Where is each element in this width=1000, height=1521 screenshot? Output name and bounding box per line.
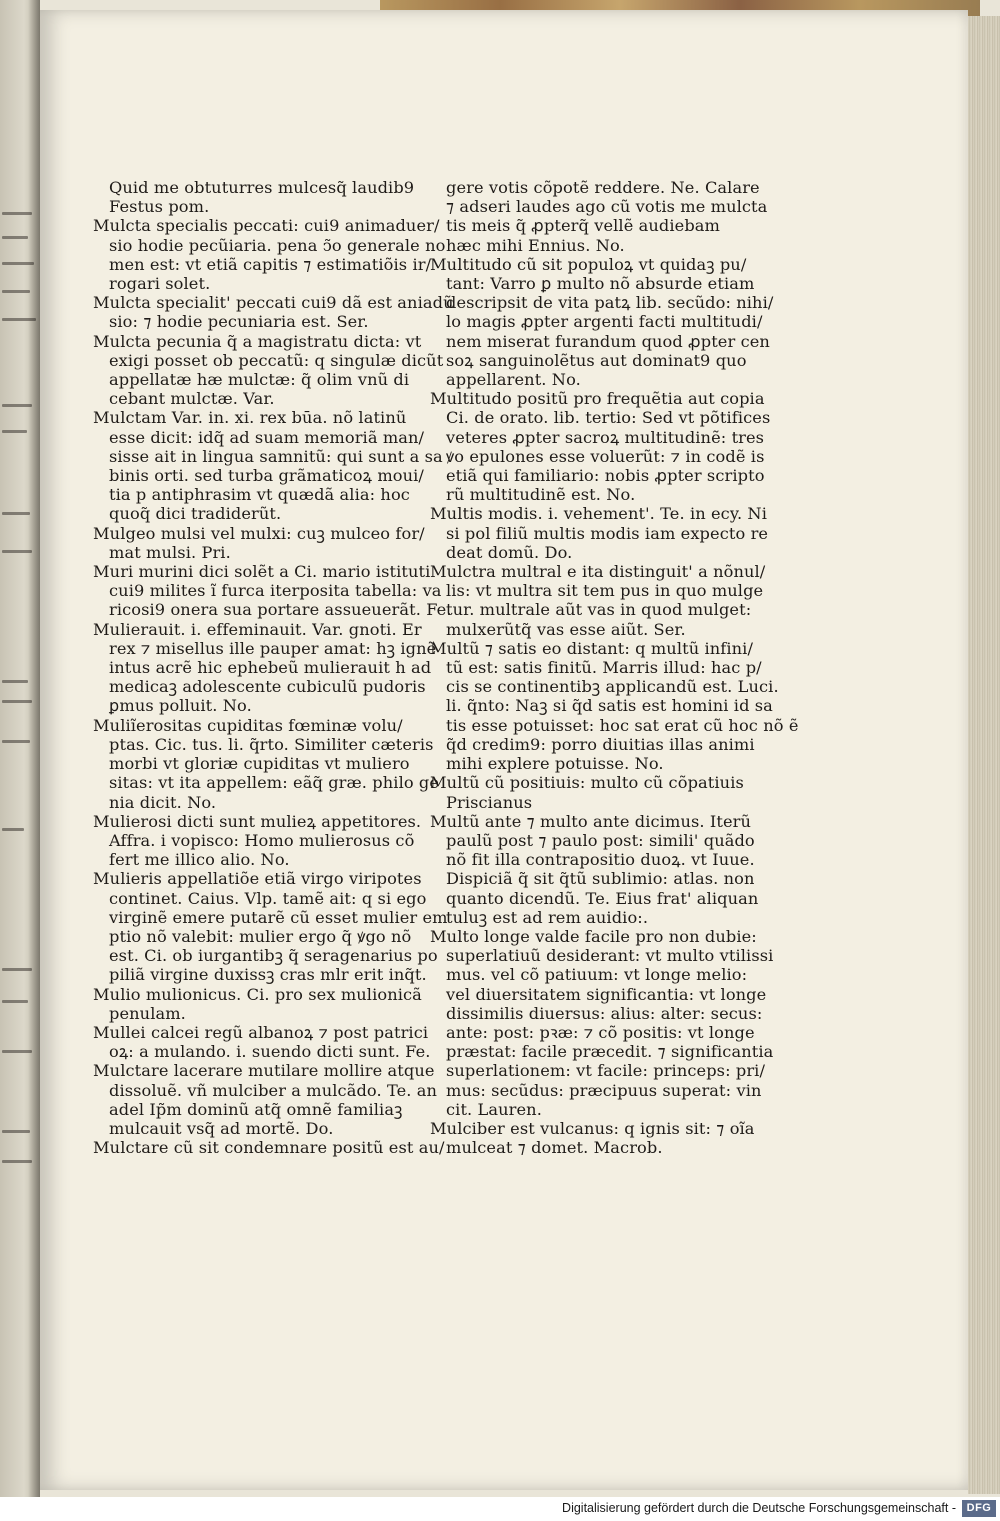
- left-column-line: quoq̃ dici tradiderũt.: [109, 504, 282, 524]
- left-column-line: mulcauit vsq̃ ad mortẽ. Do.: [109, 1118, 334, 1138]
- right-column-line: descripsit de vita patꝝ lib. secũdo: nihi/: [446, 293, 774, 313]
- right-column-line: hæc mihi Ennius. No.: [446, 235, 625, 255]
- right-column-line: cis se continentibꝫ applicandũ est. Luci.: [446, 677, 779, 697]
- right-column-line: Mulctra multral e ita distinguit' a nõnul/: [430, 562, 766, 582]
- right-column-line: ⁊ adseri laudes ago cũ votis me mulcta: [446, 197, 768, 217]
- right-column-line: superlatiuũ desiderant: vt multo vtilissi: [446, 946, 774, 966]
- left-column-line: Mulierosi dicti sunt mulieꝝ appetitores.: [93, 811, 422, 831]
- right-column-line: gere votis cõpotẽ reddere. Ne. Calare: [446, 178, 760, 197]
- right-column-line: tuluꝫ est ad rem auidio:.: [446, 907, 649, 927]
- left-column-line: binis orti. sed turba grãmaticoꝝ moui/: [109, 466, 424, 486]
- right-column-line: mulceat ⁊ domet. Macrob.: [446, 1138, 663, 1158]
- right-column-line: Multũ ⁊ satis eo distant: q multũ infini/: [430, 638, 754, 658]
- left-column-line: virginẽ emere putarẽ cũ esset mulier em: [109, 907, 448, 927]
- right-column-line: tis meis q̃ ꝓpterq̃ vellẽ audiebam: [446, 216, 720, 236]
- left-column-line: fert me illico alio. No.: [109, 850, 290, 870]
- right-column-line: lo magis ꝓpter argenti facti multitudi/: [446, 312, 763, 332]
- left-column-line: appellatæ hæ mulctæ: q̃ olim vnũ di: [109, 370, 410, 390]
- left-column-line: Muliĩerositas cupiditas fœminæ volu/: [93, 715, 403, 735]
- right-column-line: rũ multitudinẽ est. No.: [446, 485, 636, 505]
- footer-credit: Digitalisierung gefördert durch die Deutsche Forschungsgemeinschaft -: [562, 1501, 956, 1515]
- left-column-line: Mulcta specialis peccati: cui9 animaduer/: [93, 216, 440, 236]
- right-column-line: soꝝ sanguinolẽtus aut dominat9 quo: [446, 350, 747, 370]
- left-column-line: sio hodie pecũiaria. pena ↄ̃o generale no: [109, 235, 446, 255]
- left-column-line: continet. Caius. Vlp. tamẽ ait: q si ego: [109, 888, 427, 908]
- right-column-line: superlationem: vt facile: princeps: pri/: [446, 1061, 766, 1081]
- left-column-line: cui9 milites ĩ furca iterposita tabella: va: [109, 581, 442, 601]
- right-column-line: appellarent. No.: [446, 370, 581, 390]
- left-column-line: tia p antiphrasim vt quædã alia: hoc: [109, 485, 410, 505]
- left-column-line: esse dicit: idq̃ ad suam memoriã man/: [109, 427, 425, 447]
- left-column-line: penulam.: [109, 1003, 186, 1023]
- left-column-line: cebant mulctæ. Var.: [109, 389, 275, 409]
- left-column-line: Mulctam Var. in. xi. rex būa. nõ latinũ: [93, 408, 407, 428]
- right-column-line: Priscianus: [446, 792, 533, 812]
- left-column-line: Quid me obtuturres mulcesq̃ laudib9: [109, 178, 415, 197]
- right-column-line: mulxerũtq̃ vas esse aiũt. Ser.: [446, 619, 686, 639]
- right-column-line: mihi explere potuisse. No.: [446, 754, 664, 774]
- right-column-line: mus: secũdus: præcipuus superat: vin: [446, 1080, 762, 1100]
- left-column-line: mat mulsi. Pri.: [109, 542, 231, 562]
- right-column-line: Multitudo cũ sit populoꝝ vt quidaꝫ pu/: [430, 254, 747, 274]
- right-column-line: ꝟo epulones esse voluerũt: ⁊ in codẽ is: [446, 446, 765, 466]
- right-column-line: vel diuersitatem significantia: vt longe: [446, 984, 767, 1004]
- right-column-line: præstat: facile præcedit. ⁊ significantia: [446, 1042, 774, 1062]
- right-column-line: tis esse potuisset: hoc sat erat cũ hoc nõ ẽ: [446, 715, 799, 735]
- left-column-line: sitas: vt ita appellem: eãq̃ græ. philo ge: [109, 773, 440, 793]
- left-column-line: medicaꝫ adolescente cubiculũ pudoris: [109, 677, 426, 697]
- right-column-line: Multitudo positũ pro frequẽtia aut copia: [430, 389, 765, 409]
- left-column-line: Mullei calcei regũ albanoꝝ ⁊ post patrici: [93, 1022, 429, 1042]
- left-column-line: oꝝ: a mulando. i. suendo dicti sunt. Fe.: [109, 1042, 431, 1062]
- right-column-line: deat domũ. Do.: [446, 542, 573, 562]
- dfg-logo: DFG: [962, 1500, 996, 1517]
- right-column-line: Multis modis. i. vehement'. Te. in ecy. Ni: [430, 504, 767, 524]
- left-column-line: morbi vt gloriæ cupiditas vt muliero: [109, 754, 410, 774]
- facing-page-fragment: [0, 0, 40, 1497]
- right-column-line: q̃d credim9: porro diuitias illas animi: [446, 734, 755, 754]
- left-column-line: Mulio mulionicus. Ci. pro sex mulionicã: [93, 984, 422, 1004]
- right-column-line: Mulciber est vulcanus: q ignis sit: ⁊ oĩa: [430, 1118, 755, 1138]
- right-column-line: si pol filiũ multis modis iam expecto re: [446, 523, 769, 543]
- left-column-line: sio: ⁊ hodie pecuniaria est. Ser.: [109, 312, 369, 332]
- left-text-column: [93, 178, 454, 1158]
- left-column-line: sisse ait in lingua samnitũ: qui sunt a sa: [109, 446, 443, 466]
- left-column-line: Affra. i vopisco: Homo mulierosus cõ: [109, 830, 415, 850]
- left-column-line: dissoluẽ. vñ mulciber a mulcãdo. Te. an: [109, 1080, 438, 1100]
- right-column-line: etiã qui familiario: nobis ꝓpter scripto: [446, 466, 765, 486]
- left-column-line: adel Ip̃m dominũ atq̃ omnẽ familiaꝫ: [109, 1099, 403, 1119]
- right-column-line: Multũ cũ positiuis: multo cũ cõpatiuis: [430, 773, 744, 793]
- left-column-line: est. Ci. ob iurgantibꝫ q̃ seragenarius po: [109, 946, 438, 966]
- left-column-line: men est: vt etiã capitis ⁊ estimatiõis ir/: [109, 254, 432, 274]
- right-column-line: Multũ ante ⁊ multo ante dicimus. Iterũ: [430, 811, 752, 831]
- right-column-line: dissimilis diuersus: alius: alter: secus:: [446, 1003, 763, 1023]
- right-column-line: Multo longe valde facile pro non dubie:: [430, 926, 757, 946]
- left-column-line: rex ⁊ misellus ille pauper amat: hꝫ ignẽ: [109, 638, 437, 658]
- left-column-line: Mulieris appellatiõe etiã virgo viripotes: [93, 869, 422, 889]
- right-column-line: Ci. de orato. lib. tertio: Sed vt põtifices: [446, 408, 771, 428]
- right-column-line: mus. vel cõ patiuum: vt longe melio:: [446, 965, 748, 985]
- left-column-line: Mulcta pecunia q̃ a magistratu dicta: vt: [93, 331, 422, 351]
- left-column-line: Mulctare cũ sit condemnare positũ est au/: [93, 1138, 445, 1158]
- left-column-line: exigi posset ob peccatũ: q singulæ dicũt: [109, 350, 444, 370]
- left-column-line: nia dicit. No.: [109, 792, 217, 812]
- footer: [0, 1497, 1000, 1521]
- page-edges: [968, 16, 1000, 1494]
- left-column-line: ricosi9 onera sua portare assueuerãt. Fe.: [109, 600, 452, 620]
- right-column-line: Dispiciã q̃ sit q̃tũ sublimio: atlas. non: [446, 869, 755, 889]
- left-column-line: ꝑmus polluit. No.: [109, 696, 252, 716]
- right-column-line: nem miserat furandum quod ꝓpter cen: [446, 331, 770, 351]
- right-column-line: paulũ post ⁊ paulo post: simili' quãdo: [446, 830, 755, 850]
- left-column-line: Muri murini dici solẽt a Ci. mario istituti: [93, 562, 431, 582]
- right-column-line: ante: post: pꝛæ: ⁊ cõ positis: vt longe: [446, 1022, 755, 1042]
- left-column-line: Mulgeo mulsi vel mulxi: cuꝫ mulceo for/: [93, 523, 425, 543]
- right-column-line: tũ est: satis finitũ. Marris illud: hac p/: [446, 658, 762, 678]
- right-column-line: lis: vt multra sit tem pus in quo mulge: [446, 581, 764, 601]
- left-column-line: Mulcta specialit' peccati cui9 dã est aniadũ: [93, 293, 454, 313]
- left-column-line: Mulierauit. i. effeminauit. Var. gnoti. Er: [93, 619, 422, 639]
- right-column-line: nõ fit illa contrapositio duoꝝ. vt Iuue.: [446, 850, 755, 870]
- left-column-line: ptas. Cic. tus. li. q̃rto. Similiter cæteris: [109, 734, 434, 754]
- right-column-line: tant: Varro ꝑ multo nõ absurde etiam: [446, 274, 755, 294]
- left-column-line: ptio nõ valebit: mulier ergo q̃ ꝟgo nõ: [109, 926, 412, 946]
- left-column-line: intus acrẽ hic ephebeũ mulierauit h ad: [109, 658, 432, 678]
- right-column-line: cit. Lauren.: [446, 1099, 542, 1119]
- right-text-column: [430, 178, 799, 1158]
- right-column-line: quanto dicendũ. Te. Eius frat' aliquan: [446, 888, 759, 908]
- left-column-line: Mulctare lacerare mutilare mollire atque: [93, 1061, 435, 1081]
- right-column-line: tur. multrale aũt vas in quod mulget:: [446, 600, 752, 620]
- left-column-line: piliã virgine duxissꝫ cras mlr erit inq̃t.: [109, 965, 427, 985]
- right-column-line: li. q̃nto: Naꝫ si q̃d satis est homini id sa: [446, 696, 773, 716]
- left-column-line: Festus pom.: [109, 197, 210, 217]
- left-column-line: rogari solet.: [109, 274, 211, 294]
- right-column-line: veteres ꝓpter sacroꝝ multitudinẽ: tres: [446, 427, 765, 447]
